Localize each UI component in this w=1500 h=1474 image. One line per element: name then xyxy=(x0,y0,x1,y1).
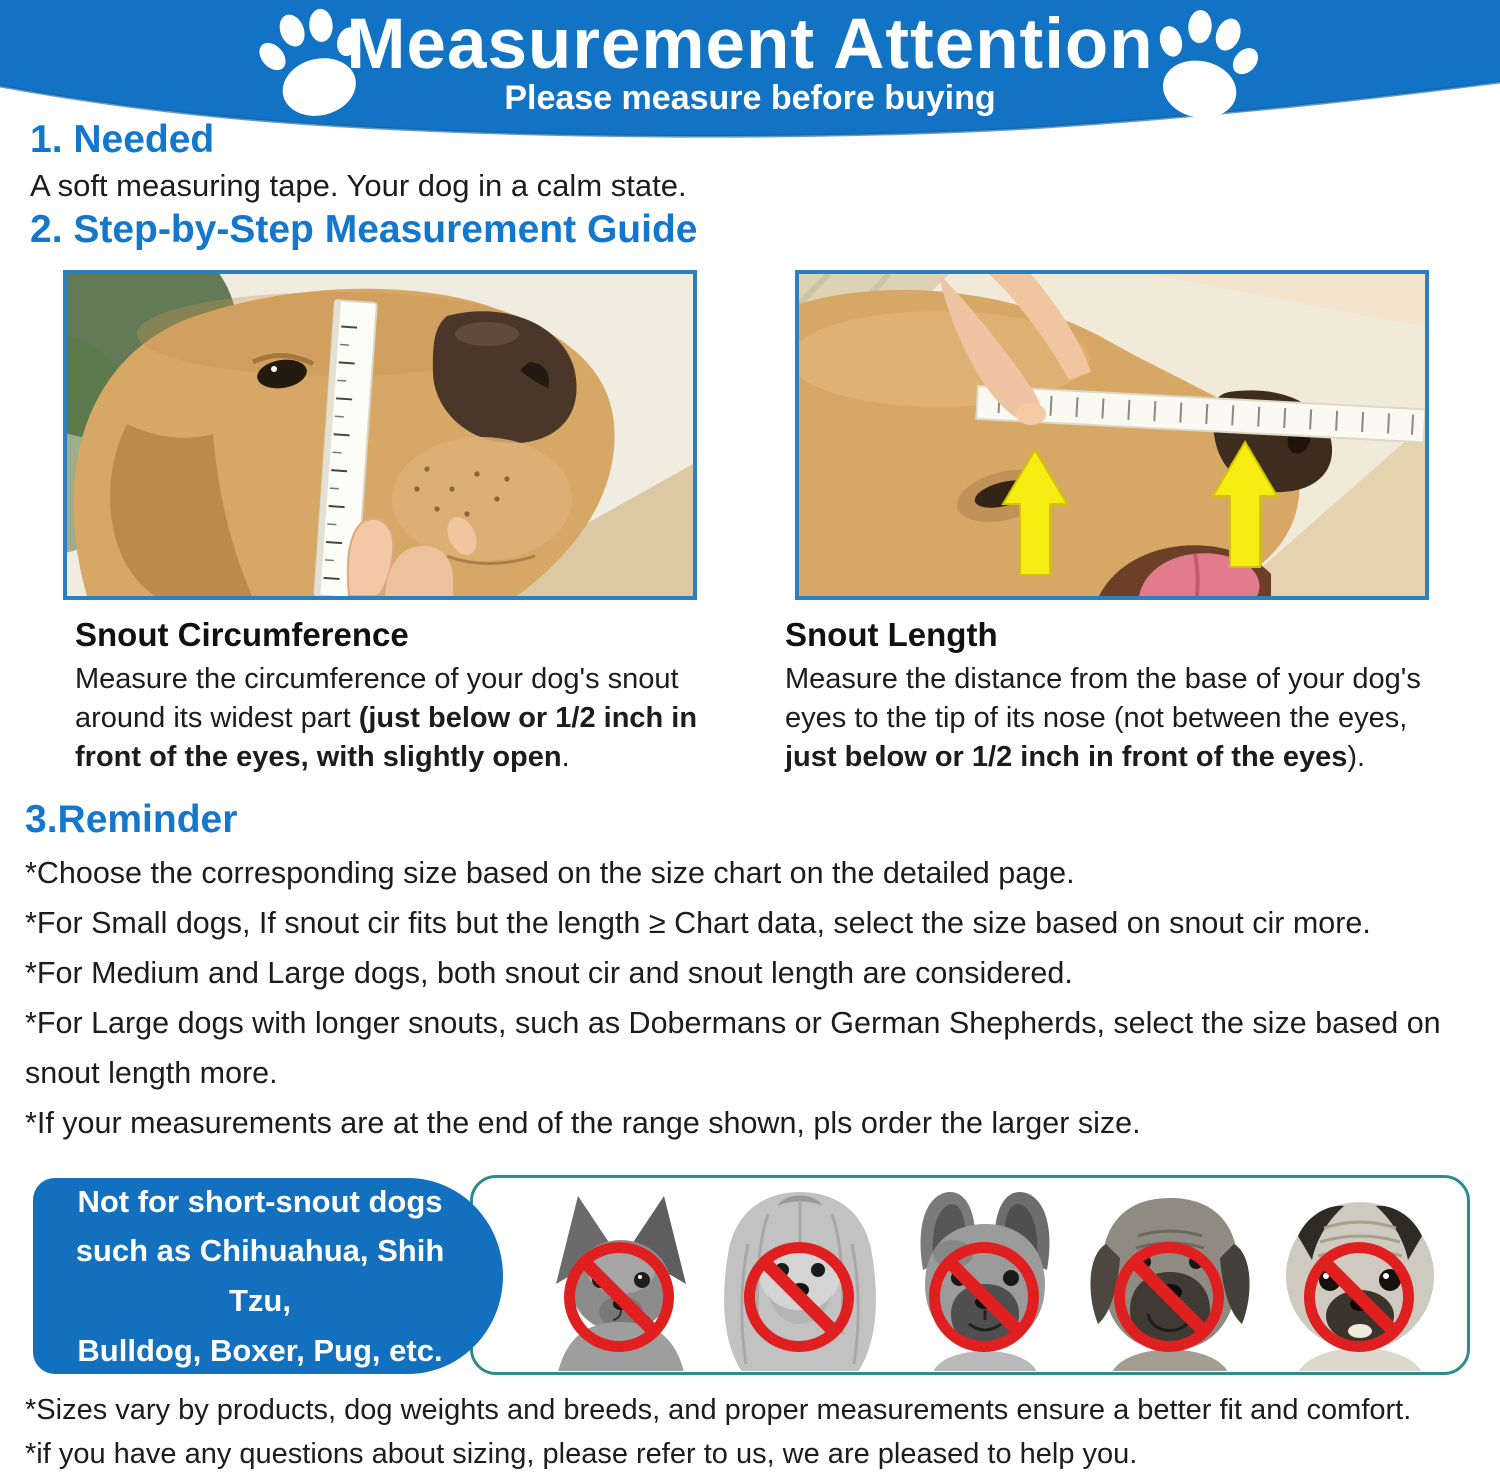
section-guide-heading: 2. Step-by-Step Measurement Guide xyxy=(30,208,698,251)
caption-text-bold: just below or 1/2 inch in front of the eyes xyxy=(785,740,1348,773)
no-sign-icon xyxy=(564,1242,674,1352)
no-sign-icon xyxy=(1114,1242,1224,1352)
reminder-item: *Choose the corresponding size based on the size chart on the detailed page. xyxy=(25,856,1075,890)
not-for-line: such as Chihuahua, Shih Tzu, xyxy=(75,1233,445,1318)
caption-text: ). xyxy=(1347,740,1366,773)
shih-tzu-photo xyxy=(708,1184,893,1371)
no-sign-icon xyxy=(1304,1242,1414,1352)
reminder-item: *For Large dogs with longer snouts, such as Dobermans or German Shepherds, select the size based on snout length more. xyxy=(25,1006,1441,1091)
reminder-item: *For Small dogs, If snout cir fits but the length ≥ Chart data, select the size based on snout cir more. xyxy=(25,906,1371,941)
dog-tape-along-snout-illustration xyxy=(799,274,1425,596)
caption-text: . xyxy=(561,740,570,773)
not-for-line: Not for short-snout dogs xyxy=(77,1183,443,1219)
page-title: Measurement Attention xyxy=(346,5,1154,84)
section-reminder-heading: 3.Reminder xyxy=(25,798,238,841)
not-for-short-snout-box xyxy=(33,1178,503,1374)
snout-circumference-caption xyxy=(75,616,735,777)
caption-title: Snout Length xyxy=(785,616,998,653)
section-needed-heading: 1. Needed xyxy=(30,118,215,161)
caption-text: Measure the distance from the base of your dog's eyes to the tip of its nose (not between the eyes, xyxy=(785,663,1421,734)
caption-body xyxy=(75,660,735,777)
pug-photo xyxy=(1268,1184,1453,1371)
excluded-breeds-photos xyxy=(515,1181,1465,1371)
section-needed-body: A soft measuring tape. Your dog in a calm state. xyxy=(30,168,687,203)
french-bulldog-photo xyxy=(893,1184,1078,1371)
snout-length-photo xyxy=(795,270,1429,600)
footer-note: *if you have any questions about sizing, please refer to us, we are pleased to help you. xyxy=(25,1438,1138,1470)
caption-text: Measure the circumference of your dog's snout around its widest part xyxy=(75,663,679,734)
footer-notes xyxy=(25,1394,1485,1474)
not-for-line: Bulldog, Boxer, Pug, etc. xyxy=(77,1332,443,1368)
no-sign-icon xyxy=(744,1242,854,1352)
reminder-list xyxy=(25,848,1475,1148)
chihuahua-photo xyxy=(528,1184,713,1371)
page-subtitle: Please measure before buying xyxy=(504,79,996,117)
caption-text-bold: (just below or 1/2 inch in front of the eyes, with slightly open xyxy=(75,701,698,773)
mastiff-photo xyxy=(1078,1184,1263,1371)
snout-circumference-photo xyxy=(63,270,697,600)
caption-body xyxy=(785,660,1445,777)
reminder-item: *For Medium and Large dogs, both snout cir and snout length are considered. xyxy=(25,956,1073,991)
dog-tape-around-snout-illustration xyxy=(67,274,693,596)
caption-title: Snout Circumference xyxy=(75,616,409,653)
snout-length-caption xyxy=(785,616,1445,777)
footer-note: *Sizes vary by products, dog weights and breeds, and proper measurements ensure a better fit and comfort. xyxy=(25,1394,1412,1426)
no-sign-icon xyxy=(929,1242,1039,1352)
reminder-item: *If your measurements are at the end of the range shown, pls order the larger size. xyxy=(25,1106,1141,1141)
